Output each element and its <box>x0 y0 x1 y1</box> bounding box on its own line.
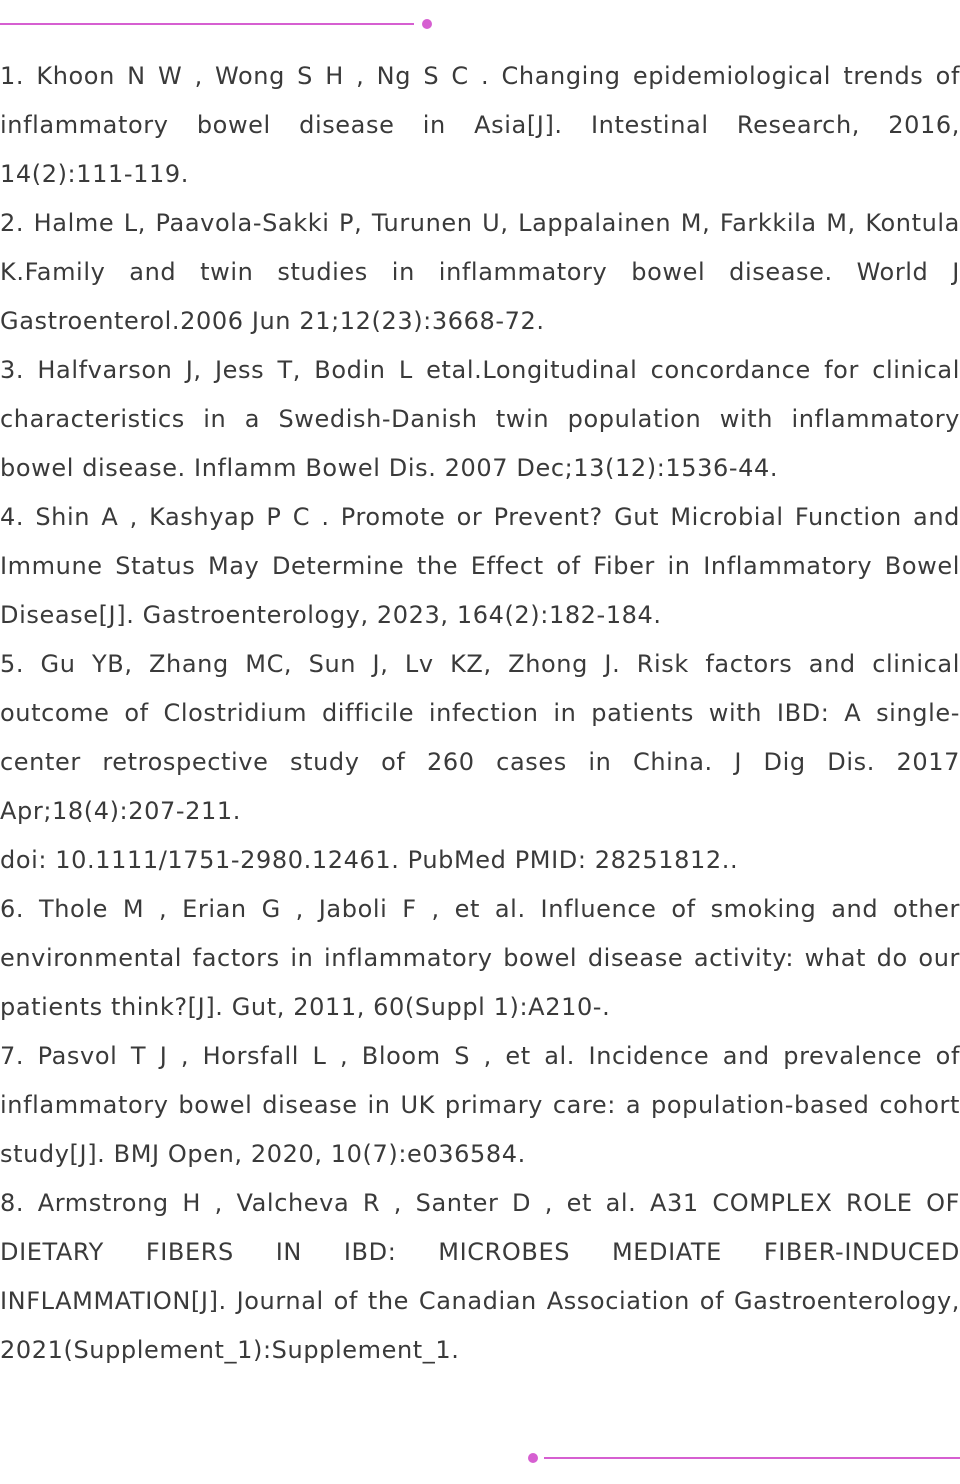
reference-item-4: 4. Shin A , Kashyap P C . Promote or Prevent? Gut Microbial Function and Immune Status May Determine the Effect of Fiber in Inflammatory Bowel Disease[J]. Gastroenterology, 2023, 164(2):182-184. <box>0 503 960 629</box>
reference-item-2: 2. Halme L, Paavola-Sakki P, Turunen U, Lappalainen M, Farkkila M, Kontula K.Family and twin studies in inflammatory bowel disease. World J Gastroenterol.2006 Jun 21;12(23):3668-72. <box>0 209 960 335</box>
bottom-divider-dot <box>528 1453 538 1463</box>
top-divider-dot <box>422 19 432 29</box>
reference-item-5-doi: doi: 10.1111/1751-2980.12461. PubMed PMID: 28251812.. <box>0 846 739 874</box>
reference-item-5: 5. Gu YB, Zhang MC, Sun J, Lv KZ, Zhong J. Risk factors and clinical outcome of Clostridium difficile infection in patients with IBD: A single-center retrospective study of 260 cases in China. J Dig Dis. 2017 Apr;18(4):207-211. <box>0 650 960 825</box>
reference-item-6: 6. Thole M , Erian G , Jaboli F , et al. Influence of smoking and other environmental factors in inflammatory bowel disease activity: what do our patients think?[J]. Gut, 2011, 60(Suppl 1):A210-. <box>0 895 960 1021</box>
top-divider-line <box>0 23 414 25</box>
reference-list <box>0 52 960 1375</box>
reference-item-7: 7. Pasvol T J , Horsfall L , Bloom S , et al. Incidence and prevalence of inflammatory bowel disease in UK primary care: a population-based cohort study[J]. BMJ Open, 2020, 10(7):e036584. <box>0 1042 960 1168</box>
bottom-divider-line <box>544 1457 960 1459</box>
reference-item-8: 8. Armstrong H , Valcheva R , Santer D , et al. A31 COMPLEX ROLE OF DIETARY FIBERS IN IBD: MICROBES MEDIATE FIBER-INDUCED INFLAMMATION[J]. Journal of the Canadian Association of Gastroenterology, 2021(Supplement_1):Supplement_1. <box>0 1189 960 1364</box>
reference-item-3: 3. Halfvarson J, Jess T, Bodin L etal.Longitudinal concordance for clinical characteristics in a Swedish-Danish twin population with inflammatory bowel disease. Inflamm Bowel Dis. 2007 Dec;13(12):1536-44. <box>0 356 960 482</box>
reference-item-1: 1. Khoon N W , Wong S H , Ng S C . Changing epidemiological trends of inflammatory bowel disease in Asia[J]. Intestinal Research, 2016, 14(2):111-119. <box>0 62 960 188</box>
